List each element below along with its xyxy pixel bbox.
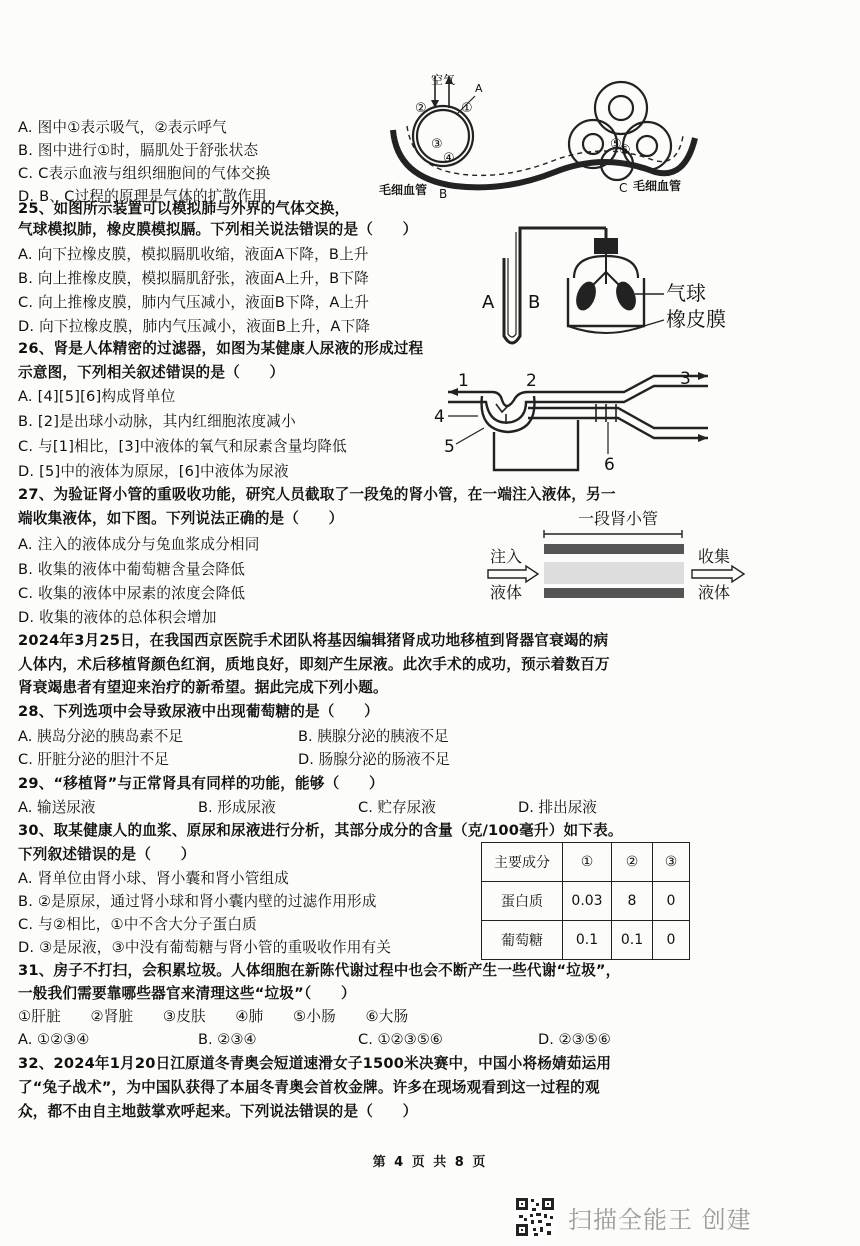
label-c: C: [619, 181, 628, 195]
q26-stem-2: 示意图，下列相关叙述错误的是（ ）: [18, 364, 285, 381]
q27-option-b: B. 收集的液体中葡萄糖含量会降低: [18, 561, 246, 578]
q31-organs: ①肝脏 ②肾脏 ③皮肤 ④肺 ⑤小肠 ⑥大肠: [18, 1008, 409, 1025]
q25-stem-1: 25、如图所示装置可以模拟肺与外界的气体交换，: [18, 200, 350, 217]
q26-option-b: B. [2]是出球小动脉，其内红细胞浓度减小: [18, 413, 296, 430]
q31-stem-1: 31、房子不打扫，会积累垃圾。人体细胞在新陈代谢过程中也会不断产生一些代谢“垃圾”，: [18, 962, 621, 979]
page-footer: 第 4 页 共 8 页: [372, 1155, 488, 1170]
scanner-watermark: 扫描全能王 创建: [568, 1206, 752, 1234]
table-row: [482, 921, 690, 960]
label-b: B: [528, 292, 541, 313]
q30-option-c: C. 与②相比，①中不含大分子蛋白质: [18, 916, 257, 933]
q27-tubule-figure: [482, 506, 752, 606]
q27-option-a: A. 注入的液体成分与兔血浆成分相同: [18, 536, 260, 553]
q27-option-c: C. 收集的液体中尿素的浓度会降低: [18, 585, 246, 602]
q25-option-a: A. 向下拉橡皮膜，模拟膈肌收缩，液面A下降，B上升: [18, 246, 369, 263]
q25-option-b: B. 向上推橡皮膜，模拟膈肌舒张，液面A上升，B下降: [18, 270, 369, 287]
q30-option-d: D. ③是尿液，③中没有葡萄糖与肾小管的重吸收作用有关: [18, 939, 392, 956]
table-cell: 0: [653, 882, 690, 921]
membrane-label: 橡皮膜: [666, 307, 726, 331]
label-a: A: [475, 82, 483, 95]
label-2: ②: [415, 101, 427, 116]
q32-line-1: 32、2024年1月20日江原道冬青奥会短道速滑女子1500米决赛中，中国小将杨婧茹运用: [18, 1055, 612, 1072]
q24-option-d: D. B、C过程的原理是气体的扩散作用: [18, 188, 267, 205]
header-cell: ①: [563, 843, 612, 882]
label-4: 4: [434, 407, 445, 427]
passage-line-3: 肾衰竭患者有望迎来治疗的新希望。据此完成下列小题。: [18, 679, 388, 696]
balloon-label: 气球: [666, 281, 706, 305]
q24-option-c: C. C表示血液与组织细胞间的气体交换: [18, 165, 271, 182]
label-1: ①: [461, 101, 473, 116]
q31-option-a: A. ①②③④: [18, 1031, 90, 1048]
q31-option-d: D. ②③⑤⑥: [538, 1031, 611, 1048]
q31-option-b: B. ②③④: [198, 1031, 257, 1048]
label-b: B: [439, 187, 448, 201]
q30-option-a: A. 肾单位由肾小球、肾小囊和肾小管组成: [18, 870, 290, 887]
q32-line-2: 了“兔子战术”，为中国队获得了本届冬青奥会首枚金牌。许多在现场观看到这一过程的观: [18, 1079, 600, 1096]
q28-option-b: B. 胰腺分泌的胰液不足: [298, 728, 449, 745]
header-cell: 主要成分: [482, 843, 563, 882]
q26-option-d: D. [5]中的液体为原尿，[6]中液体为尿液: [18, 463, 289, 480]
q32-line-3: 众，都不由自主地鼓掌欢呼起来。下列说法错误的是（ ）: [18, 1103, 418, 1120]
header-cell: ②: [612, 843, 653, 882]
q26-option-c: C. 与[1]相比，[3]中液体的氧气和尿素含量均降低: [18, 438, 347, 455]
q29-option-c: C. 贮存尿液: [358, 799, 436, 816]
table-cell: 0.03: [563, 882, 612, 921]
q24-option-a: A. 图中①表示吸气，②表示呼气: [18, 119, 227, 136]
q26-stem-1: 26、肾是人体精密的过滤器，如图为某健康人尿液的形成过程: [18, 340, 424, 357]
label-6: ⑥: [619, 143, 631, 158]
inject-label-1: 注入: [490, 547, 523, 566]
capillary-left-label: 毛细血管: [379, 183, 428, 197]
q27-option-d: D. 收集的液体的总体积会增加: [18, 609, 217, 626]
q25-stem-2: 气球模拟肺，橡皮膜模拟膈。下列相关说法错误的是（ ）: [18, 221, 418, 238]
table-cell: 蛋白质: [482, 882, 563, 921]
q28-option-d: D. 肠腺分泌的肠液不足: [298, 751, 450, 768]
label-3: 3: [680, 369, 691, 389]
q29-option-b: B. 形成尿液: [198, 799, 276, 816]
table-cell: 0: [653, 921, 690, 960]
qr-code-icon: [514, 1196, 556, 1238]
q24-alveoli-figure: [379, 68, 705, 201]
label-5: 5: [444, 437, 455, 457]
q31-option-c: C. ①②③⑤⑥: [358, 1031, 443, 1048]
q27-stem-1: 27、为验证肾小管的重吸收功能，研究人员截取了一段兔的肾小管，在一端注入液体，另一: [18, 486, 616, 503]
capillary-right-label: 毛细血管: [633, 179, 682, 193]
q24-option-b: B. 图中进行①时，膈肌处于舒张状态: [18, 142, 259, 159]
tubule-title: 一段肾小管: [578, 509, 659, 528]
table-cell: 8: [612, 882, 653, 921]
inject-label-2: 液体: [490, 583, 523, 602]
table-row: [482, 882, 690, 921]
q26-nephron-figure: [428, 366, 724, 482]
table-cell: 葡萄糖: [482, 921, 563, 960]
label-3: ③: [431, 137, 443, 152]
label-2: 2: [526, 371, 537, 391]
passage-line-1: 2024年3月25日，在我国西京医院手术团队将基因编辑猪肾成功地移植到肾器官衰竭的病: [18, 632, 609, 649]
label-4: ④: [443, 151, 455, 166]
q29-option-a: A. 输送尿液: [18, 799, 96, 816]
q30-stem-1: 30、取某健康人的血浆、原尿和尿液进行分析，其部分成分的含量（克/100毫升）如下表。: [18, 822, 623, 839]
label-5: ⑤: [610, 137, 622, 152]
q25-option-d: D. 向下拉橡皮膜，肺内气压减小，液面B上升，A下降: [18, 318, 371, 335]
q31-stem-2: 一般我们需要靠哪些器官来清理这些“垃圾”（ ）: [18, 985, 356, 1002]
q26-option-a: A. [4][5][6]构成肾单位: [18, 388, 176, 405]
q28-stem: 28、下列选项中会导致尿液中出现葡萄糖的是（ ）: [18, 703, 379, 720]
q29-stem: 29、“移植肾”与正常肾具有同样的功能，能够（ ）: [18, 775, 384, 792]
label-a: A: [482, 292, 495, 313]
air-label: 空气: [431, 73, 456, 87]
q28-option-a: A. 胰岛分泌的胰岛素不足: [18, 728, 183, 745]
q29-option-d: D. 排出尿液: [518, 799, 597, 816]
table-cell: 0.1: [612, 921, 653, 960]
q28-option-c: C. 肝脏分泌的胆汁不足: [18, 751, 169, 768]
label-1: 1: [458, 371, 469, 391]
q30-option-b: B. ②是原尿，通过肾小球和肾小囊内壁的过滤作用形成: [18, 893, 377, 910]
collect-label-2: 液体: [698, 583, 731, 602]
table-header-row: [482, 843, 690, 882]
table-cell: 0.1: [563, 921, 612, 960]
q27-stem-2: 端收集液体，如下图。下列说法正确的是（ ）: [18, 510, 344, 527]
q25-option-c: C. 向上推橡皮膜，肺内气压减小，液面B下降，A上升: [18, 294, 370, 311]
q30-stem-2: 下列叙述错误的是（ ）: [18, 846, 196, 863]
q25-lung-model-figure: [478, 208, 748, 358]
passage-line-2: 人体内，术后移植肾颜色红润，质地良好，即刻产生尿液。此次手术的成功，预示着数百万: [18, 656, 610, 673]
label-6: 6: [604, 455, 615, 475]
composition-table: [481, 842, 690, 960]
header-cell: ③: [653, 843, 690, 882]
collect-label-1: 收集: [698, 547, 731, 566]
